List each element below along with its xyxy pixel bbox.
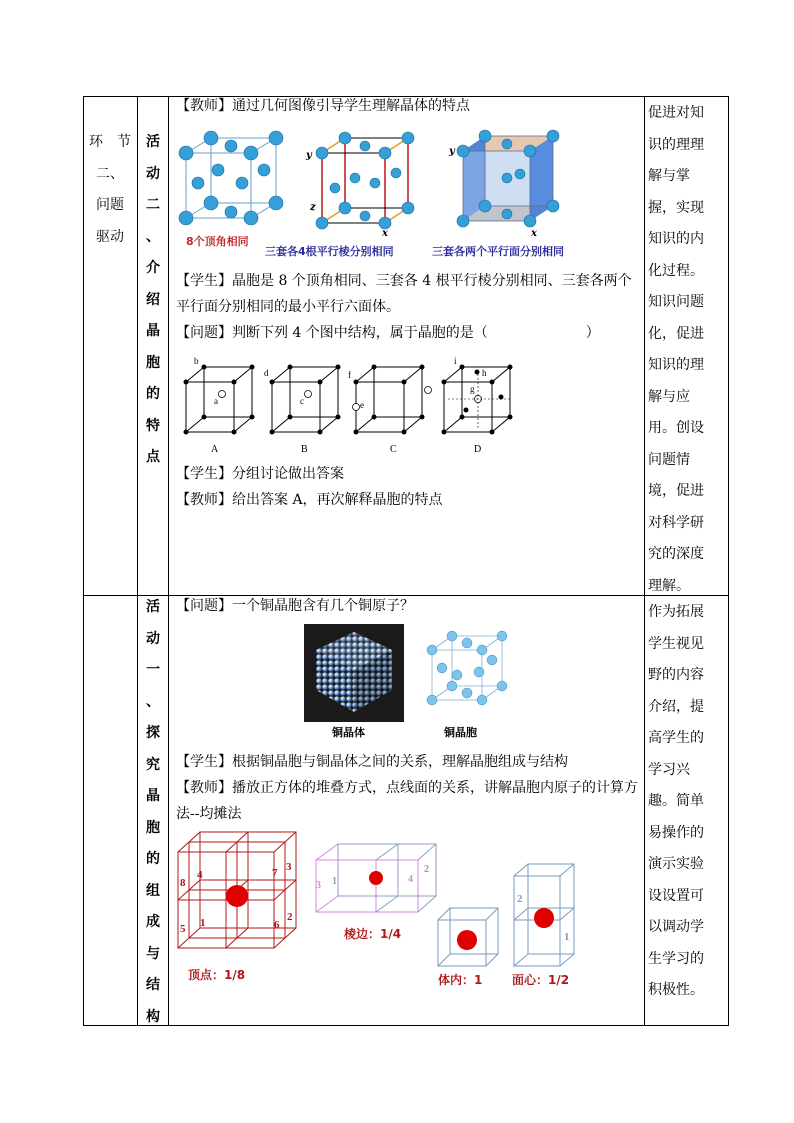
activity-char: 与 <box>146 945 160 962</box>
edge-share-diagram <box>310 838 440 928</box>
choice-cubes <box>176 352 536 456</box>
vertex-number: 2 <box>287 911 293 923</box>
point-label: g <box>470 384 475 394</box>
activity-char: 二 <box>146 197 160 213</box>
point-label: i <box>454 356 457 366</box>
caption-faces: 三套各两个平行面分别相同 <box>432 245 564 258</box>
caption-copper-cell: 铜晶胞 <box>444 726 477 739</box>
face-number: 2 <box>517 893 523 905</box>
vertex-number: 8 <box>180 877 186 889</box>
axis-y: y <box>449 146 455 157</box>
purpose-line: 介绍，提 <box>648 698 704 715</box>
purpose-line: 究的深度 <box>648 546 704 562</box>
vertex-number: 5 <box>180 923 186 935</box>
activity-char: 胞 <box>146 354 160 371</box>
face-number: 1 <box>564 931 570 943</box>
axis-x: x <box>531 228 537 238</box>
purpose-line: 趣。简单 <box>648 793 704 809</box>
vertex-share-diagram <box>174 828 304 968</box>
purpose-line: 对科学研 <box>648 514 704 531</box>
activity-char: 的 <box>146 386 160 402</box>
purpose-line: 理解。 <box>648 577 690 594</box>
purpose-line: 生学习的 <box>648 950 704 967</box>
edge-number: 4 <box>408 874 413 885</box>
purpose-line: 问题情 <box>648 451 690 468</box>
activity-char: 动 <box>146 630 160 647</box>
activity-char: 特 <box>146 417 160 434</box>
activity-char: 胞 <box>146 819 160 836</box>
purpose-line: 演示实验 <box>648 856 704 872</box>
choice-label-b: B <box>301 444 308 455</box>
caption-copper-crystal: 铜晶体 <box>332 726 365 739</box>
point-label: a <box>214 396 218 406</box>
activity-char: 的 <box>146 851 160 867</box>
activity-char: 活 <box>146 134 160 150</box>
label-vertex-share: 顶点：1/8 <box>188 968 246 982</box>
section-line: 问题 <box>96 197 124 213</box>
vertex-number: 6 <box>274 919 280 931</box>
vertex-number: 3 <box>286 861 292 873</box>
question-line: 【问题】判断下列 4 个图中结构，属于晶胞的是（ ） <box>176 325 600 341</box>
purpose-line: 易操作的 <box>648 824 704 841</box>
activity-char: 究 <box>146 756 160 773</box>
purpose-line: 积极性。 <box>648 982 704 998</box>
activity-char: 一 <box>146 662 160 678</box>
label-face-share: 面心：1/2 <box>512 973 570 987</box>
purpose-line: 境，促进 <box>648 483 704 499</box>
label-edge-share: 棱边：1/4 <box>344 927 402 941</box>
purpose-line: 用。创设 <box>648 420 704 436</box>
vertex-number: 4 <box>197 869 203 881</box>
purpose-column-1 <box>648 98 726 602</box>
activity-char: 、 <box>146 693 160 710</box>
copper-crystal-image <box>304 624 404 722</box>
purpose-line: 学生视见 <box>648 635 704 652</box>
activity-char: 组 <box>146 882 160 899</box>
point-label: h <box>482 368 487 378</box>
student-line-3: 【学生】分组讨论做出答案 <box>176 466 344 482</box>
vertex-number: 7 <box>272 867 278 879</box>
caption-edges-text: 三套各4根平行棱分别相同 <box>265 245 394 258</box>
point-label: b <box>194 356 199 366</box>
choice-label-a: A <box>211 444 219 455</box>
point-label: c <box>300 396 304 406</box>
activity-char: 结 <box>146 977 160 993</box>
purpose-line: 知识问题 <box>648 294 704 310</box>
purpose-line: 解与应 <box>648 388 690 405</box>
activity-column-2 <box>139 592 167 1033</box>
purpose-line: 握，实现 <box>648 199 704 216</box>
teacher-line-4: 法--均摊法 <box>176 806 242 822</box>
activity-char: 成 <box>146 914 160 930</box>
activity-char: 介 <box>146 260 160 276</box>
activity-char: 、 <box>146 228 160 245</box>
point-label: e <box>360 400 364 410</box>
activity-char: 点 <box>146 449 160 465</box>
activity-char: 绍 <box>146 291 160 308</box>
section-column <box>86 127 134 253</box>
section-line: 二、 <box>96 165 124 182</box>
point-label: f <box>348 370 351 380</box>
face-share-diagram <box>512 860 580 968</box>
purpose-line: 化，促进 <box>648 325 704 342</box>
point-label: d <box>264 368 269 378</box>
label-inside-share: 体内：1 <box>438 973 483 987</box>
inside-share-diagram <box>436 904 502 968</box>
edge-number: 2 <box>424 864 429 875</box>
purpose-line: 识的理理 <box>648 136 704 153</box>
purpose-line: 作为拓展 <box>648 604 704 620</box>
copper-cell-figure <box>424 630 514 712</box>
student-line-2: 平行面分别相同的最小平行六面体。 <box>176 299 400 315</box>
purpose-line: 知识的内 <box>648 231 704 247</box>
axis-x: x <box>382 228 388 238</box>
purpose-line: 设设置可 <box>648 887 704 904</box>
edge-number: 3 <box>316 880 321 891</box>
axis-z: z <box>310 202 316 213</box>
purpose-column-2 <box>648 597 726 1007</box>
teacher-line-1: 【教师】通过几何图像引导学生理解晶体的特点 <box>176 98 470 114</box>
purpose-line: 化过程。 <box>648 262 704 279</box>
teacher-line-2: 【教师】给出答案 A，再次解释晶胞的特点 <box>176 492 443 508</box>
activity-char: 晶 <box>146 788 160 804</box>
teacher-line-3: 【教师】播放正方体的堆叠方式，点线面的关系，讲解晶胞内原子的计算方 <box>176 780 638 796</box>
purpose-line: 学习兴 <box>648 761 690 778</box>
section-line: 驱动 <box>96 228 124 245</box>
purpose-line: 以调动学 <box>648 919 704 935</box>
section-line: 环 节 <box>89 134 131 150</box>
choice-label-d: D <box>474 444 482 455</box>
cell-face-figure <box>445 126 575 238</box>
purpose-line: 高学生的 <box>648 730 704 746</box>
purpose-line: 促进对知 <box>648 105 704 121</box>
cell-vertex-figure <box>176 128 296 233</box>
vertex-number: 1 <box>200 917 206 929</box>
choice-label-c: C <box>390 444 397 455</box>
cell-edge-figure <box>300 128 425 238</box>
question-line-2: 【问题】一个铜晶胞含有几个铜原子？ <box>176 598 414 614</box>
activity-char: 活 <box>146 599 160 615</box>
student-line-4: 【学生】根据铜晶胞与铜晶体之间的关系，理解晶胞组成与结构 <box>176 754 568 770</box>
axis-y: y <box>306 150 312 161</box>
student-line-1: 【学生】晶胞是 8 个顶角相同、三套各 4 根平行棱分别相同、三套各两个 <box>176 273 632 289</box>
activity-char: 构 <box>146 1008 160 1025</box>
edge-number: 1 <box>332 876 337 887</box>
activity-column-1 <box>139 127 167 474</box>
activity-char: 动 <box>146 165 160 182</box>
caption-vertex: 8个顶角相同 <box>186 235 249 248</box>
caption-edges <box>265 243 394 259</box>
purpose-line: 野的内容 <box>648 667 704 683</box>
activity-char: 晶 <box>146 323 160 339</box>
purpose-line: 知识的理 <box>648 357 704 373</box>
purpose-line: 解与掌 <box>648 168 690 184</box>
activity-char: 探 <box>146 725 160 741</box>
